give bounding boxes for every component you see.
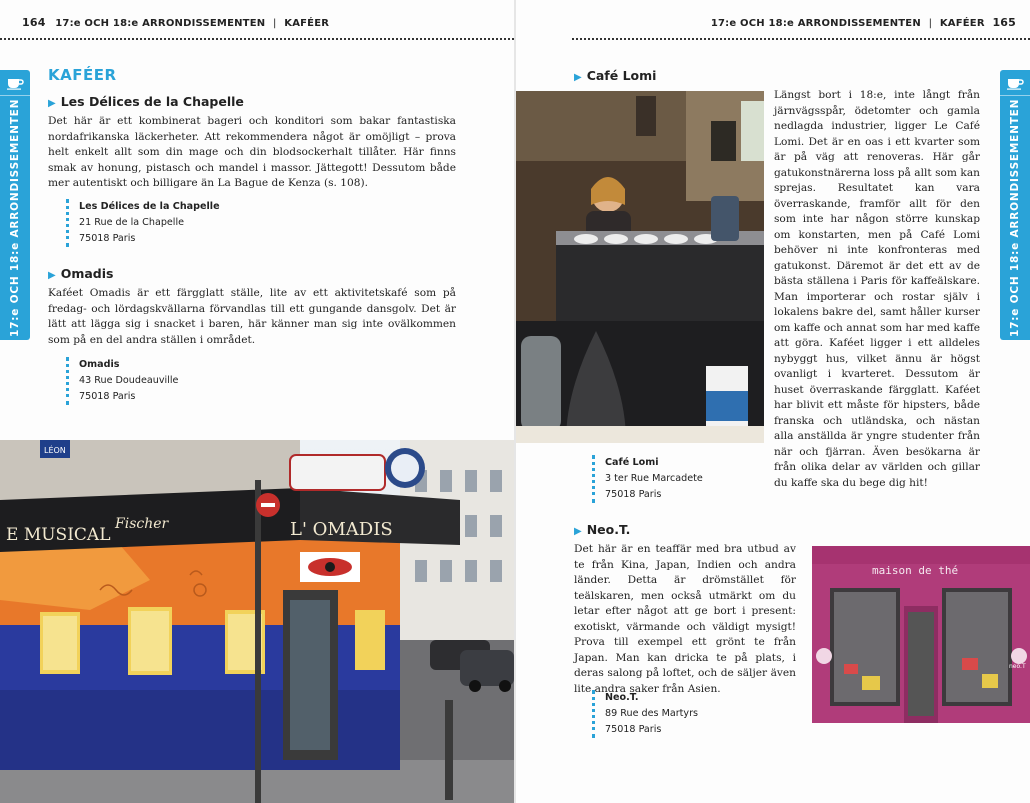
maison-de-the-sign: maison de thé (872, 564, 959, 577)
neo-t-tea-shop-photo (812, 546, 1030, 723)
address-street: 21 Rue de la Chapelle (79, 217, 185, 228)
address-city: 75018 Paris (605, 724, 662, 735)
address-block-les-delices (66, 199, 220, 247)
coffee-cup-icon (1000, 70, 1030, 96)
arrow-icon: ▶ (48, 270, 56, 281)
arrow-icon: ▶ (574, 72, 582, 83)
address-city: 75018 Paris (79, 233, 136, 244)
right-running-head-section: 17:e OCH 18:e ARRONDISSEMENTEN (710, 18, 921, 29)
left-running-head-separator: | (272, 18, 277, 29)
address-city: 75018 Paris (79, 391, 136, 402)
address-street: 89 Rue des Martyrs (605, 708, 699, 719)
neo-t-logo-text: neo.T (1009, 663, 1026, 670)
left-page (0, 0, 514, 803)
omadis-cafe-photo (0, 440, 514, 803)
right-side-tab (1000, 70, 1030, 340)
left-running-head-section: 17:e OCH 18:e ARRONDISSEMENTEN (55, 18, 266, 29)
right-side-tab-label: 17:e OCH 18:e ARRONDISSEMENTEN (1009, 98, 1021, 338)
address-city: 75018 Paris (605, 489, 662, 500)
right-running-head-chapter: KAFÉER (939, 18, 985, 29)
venue-title-omadis (48, 266, 113, 281)
address-block-cafe-lomi (592, 455, 703, 503)
section-title: KAFÉER (48, 66, 117, 84)
right-page-number: 165 (992, 16, 1016, 29)
venue-description-les-delices: Det här är ett kombinerat bageri och konditori som bakar fantastiska nordafrikanska läckerheter. Att rekommendera något är omöjligt – prova helt enkelt allt som din mage och din blodsockerhalt tillåter. Här finns smak av honung, pistasch och mandel i massor. Jättegott! Dessutom både mer autentiskt och billigare än La Bague de Kenza (s. 108). (48, 115, 456, 189)
cafe-lomi-photo (516, 91, 764, 443)
address-name: Café Lomi (605, 457, 659, 468)
address-block-neo-t (592, 690, 698, 738)
venue-description-omadis: Kaféet Omadis är ett färgglatt ställe, lite av ett aktivitetskafé som på fredag- och lördagskvällarna förvandlas till ett gungande dansgolv. Det är lätt att lägga sig i snacket i baren, här känner man sig inte ovälkommen som på en del andra ställen i området. (48, 287, 456, 346)
awning-text: E MUSICAL (6, 525, 111, 545)
venue-description-neo-t: Det här är en teaffär med bra utbud av te från Kina, Japan, Indien och andra länder. Detta är drömstället för teälskaren, men också utmärkt om du letar efter något att ge bort i present: exotiskt, värmande och väldigt mysigt! Prova till exempel ett grönt te från Japan. Man kan dricka te på plats, i deras salong på loftet, och de säljer även lite andra saker från Asien. (574, 543, 796, 695)
left-running-head-chapter: KAFÉER (284, 18, 330, 29)
left-header-rule (0, 38, 514, 40)
arrow-icon: ▶ (48, 98, 56, 109)
venue-title-les-delices (48, 94, 244, 109)
awning-script-text: Fischer (115, 516, 169, 532)
coffee-cup-icon (0, 70, 30, 96)
venue-title-text: Les Délices de la Chapelle (60, 94, 244, 109)
leon-sign-text: LÉON (44, 446, 66, 455)
address-street: 3 ter Rue Marcadete (605, 473, 703, 484)
address-name: Neo.T. (605, 692, 639, 703)
venue-title-neo-t (574, 522, 630, 537)
venue-title-text: Café Lomi (586, 68, 657, 83)
arrow-icon: ▶ (574, 526, 582, 537)
right-running-head (711, 16, 1016, 29)
right-running-head-separator: | (928, 18, 933, 29)
omadis-sign-text: L' OMADIS (290, 519, 393, 540)
address-name: Les Délices de la Chapelle (79, 201, 220, 212)
right-page (516, 0, 1030, 803)
venue-title-text: Omadis (60, 266, 114, 281)
venue-description-cafe-lomi: Längst bort i 18:e, inte långt från järnvägsspår, ödetomter och gamla nedlagda industrier, ligger Le Café Lomi. Det är en oas i ett kvarter som är på väg att renoveras. Här går gatukonstnärerna loss på allt som kan sprejas. Resultatet kan vara överraskande, framför allt för den som inte har någon större kunskap om konstarten, men på Café Lomi behöver ni inte konfronteras med gatukonst. Däremot är det ett av de bästa ställena i Paris för kaffeälskare. Man importerar och rostar själv i lokalens bakre del, samt håller kurser om kaffe och annat som har med kaffe att göra. Kaféet ligger i ett alldeles nybyggt hus, vilket ännu är högst ovanligt i kvarteret. Dessutom är huset överraskande färgglatt. Kaféet har blivit ett måste för hipsters, både franska och utländska, och nästan alla anställda är yngre studenter från när och fjärran. Även besökarna är från olika delar av världen och gillar du kaffe ska du bege dig hit! (774, 89, 980, 489)
left-side-tab-label: 17:e OCH 18:e ARRONDISSEMENTEN (9, 98, 21, 338)
left-side-tab (0, 70, 30, 340)
left-running-head (22, 16, 329, 29)
right-header-rule (572, 38, 1030, 40)
address-name: Omadis (79, 359, 120, 370)
address-block-omadis (66, 357, 178, 405)
left-page-number: 164 (22, 16, 46, 29)
venue-title-text: Neo.T. (586, 522, 631, 537)
address-street: 43 Rue Doudeauville (79, 375, 179, 386)
venue-title-cafe-lomi (574, 68, 656, 83)
